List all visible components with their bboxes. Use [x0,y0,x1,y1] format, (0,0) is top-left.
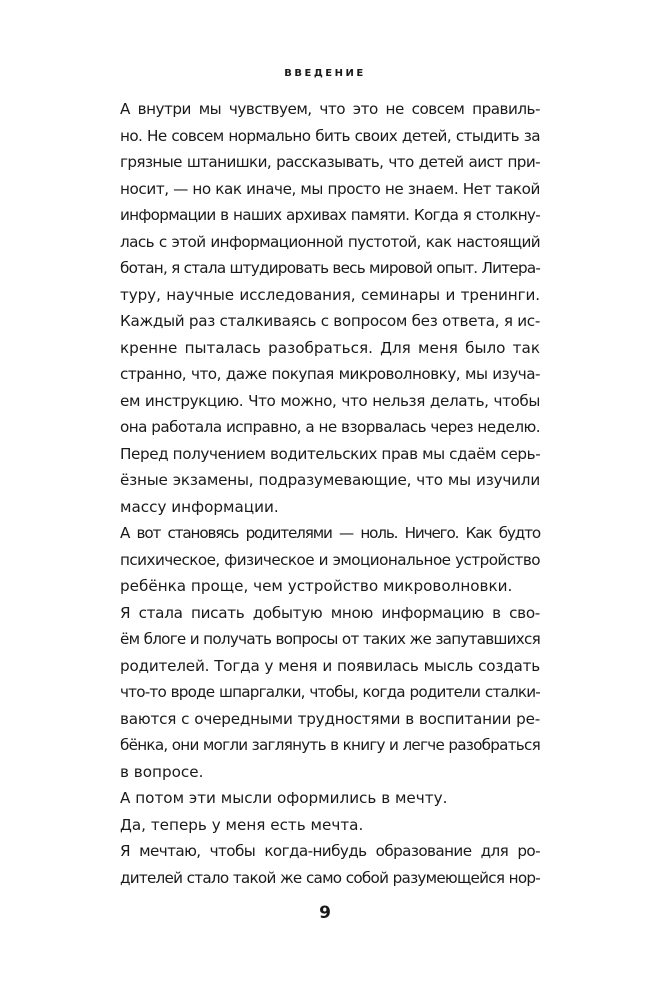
paragraph [94,812,540,839]
text-line: Я мечтаю, чтобы когда-нибудь образование для ро- [120,842,540,860]
text-line: А потом эти мысли оформились в мечту. [120,789,448,807]
text-line: дителей стало такой же само собой разумеющейся нор- [120,868,540,887]
text-line: но. Не совсем нормально бить своих детей, стыдить за [120,126,540,145]
text-line: ребёнка проще, чем устройство микроволновки. [120,577,513,595]
text-line: кренне пыталась разобраться. Для меня было так [120,338,540,357]
text-line: Каждый раз сталкиваясь с вопросом без ответа, я ис- [120,312,541,330]
running-head: ВВЕДЕНИЕ [284,68,366,79]
text-line: информации в наших архивах памяти. Когда я столкну- [120,206,540,224]
page-number: 9 [319,903,331,923]
paragraph [94,785,540,812]
text-line: грязные штанишки, рассказывать, что детей аист при- [120,153,540,171]
text-line: родителей. Тогда у меня и появилась мысль создать [120,656,540,675]
text-line: ботан, я стала штудировать весь мировой опыт. Литера- [120,259,541,277]
text-line: лась с этой информационной пустотой, как настоящий [120,232,540,251]
text-line: ваются с очередными трудностями в воспитании ре- [120,709,540,728]
body-text [94,96,540,891]
text-line: ёзные экзамены, подразумевающие, что мы изучили [120,471,540,489]
text-line: носит, — но как иначе, мы просто не знаем. Нет такой [120,179,541,198]
text-line: бёнка, они могли заглянуть в книгу и легче разобраться [120,736,540,754]
text-line: она работала исправно, а не взорвалась через неделю. [120,418,540,436]
paragraph [94,838,540,891]
text-line: А внутри мы чувствуем, что это не совсем правиль- [120,100,540,118]
text-line: Перед получением водительских прав мы сдаём серь- [120,444,541,463]
text-line: туру, научные исследования, семинары и тренинги. [120,285,540,304]
text-line: что-то вроде шпаргалки, чтобы, когда родители сталки- [120,683,540,701]
text-line: странно, что, даже покупая микроволновку, мы изуча- [120,365,540,383]
text-line: психическое, физическое и эмоциональное устройство [120,550,540,569]
text-line: ём блоге и получать вопросы от таких же запутавшихся [120,630,540,648]
text-line: массу информации. [120,497,279,516]
paragraph [94,520,540,600]
paragraph [94,96,540,520]
text-line: Да, теперь у меня есть мечта. [120,815,364,834]
text-line: ем инструкцию. Что можно, что нельзя делать, чтобы [120,391,540,410]
text-line: Я стала писать добытую мною информацию в сво- [120,603,540,622]
text-line: в вопросе. [120,762,204,781]
text-line: А вот становясь родителями — ноль. Ничего. Как будто [120,524,540,542]
paragraph [94,600,540,786]
